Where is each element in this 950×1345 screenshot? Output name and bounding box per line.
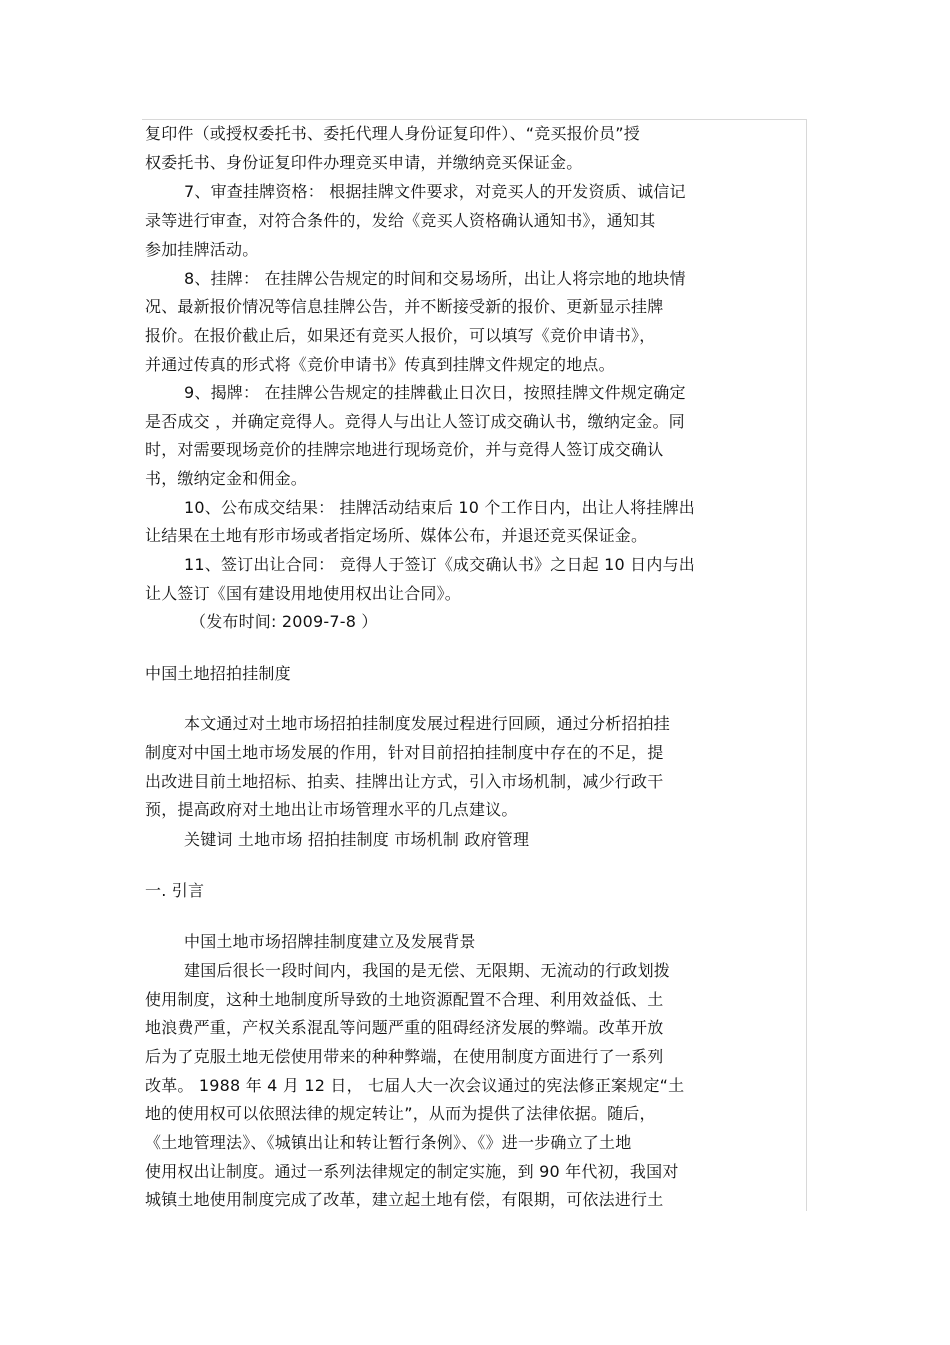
abstract-line: 制度对中国土地市场发展的作用，针对目前招拍挂制度中存在的不足，提 — [145, 743, 664, 762]
heading-introduction: 一. 引言 — [145, 881, 205, 900]
text-line: 并通过传真的形式将《竞价申请书》传真到挂牌文件规定的地点。 — [145, 355, 615, 374]
text-line: 地的使用权可以依照法律的规定转让”，从而为提供了法律依据。随后， — [145, 1104, 656, 1123]
text-line: 参加挂牌活动。 — [145, 240, 259, 259]
publish-date: （发布时间: 2009-7-8 ） — [190, 612, 378, 631]
text-line: 使用权出让制度。通过一系列法律规定的制定实施，到 90 年代初，我国对 — [145, 1162, 679, 1181]
text-line: 后为了克服土地无偿使用带来的种种弊端，在使用制度方面进行了一系列 — [145, 1047, 664, 1066]
text-line: 11、签订出让合同： 竞得人于签订《成交确认书》之日起 10 日内与出 — [184, 555, 695, 574]
subheading: 中国土地市场招牌挂制度建立及发展背景 — [184, 932, 476, 951]
abstract-line: 本文通过对土地市场招拍挂制度发展过程进行回顾，通过分析招拍挂 — [184, 714, 671, 733]
text-line: 报价。在报价截止后，如果还有竞买人报价，可以填写《竞价申请书》， — [145, 326, 656, 345]
text-line: 让结果在土地有形市场或者指定场所、媒体公布，并退还竞买保证金。 — [145, 526, 648, 545]
text-line: 复印件（或授权委托书、委托代理人身份证复印件）、“竞买报价员”授 — [145, 124, 640, 143]
text-line: 书，缴纳定金和佣金。 — [145, 469, 308, 488]
text-line: 8、挂牌： 在挂牌公告规定的时间和交易场所，出让人将宗地的地块情 — [184, 269, 686, 288]
keywords-line: 关键词 土地市场 招拍挂制度 市场机制 政府管理 — [184, 830, 530, 849]
text-line: 9、揭牌： 在挂牌公告规定的挂牌截止日次日，按照挂牌文件规定确定 — [184, 383, 686, 402]
text-line: 使用制度，这种土地制度所导致的土地资源配置不合理、利用效益低、土 — [145, 990, 664, 1009]
abstract-line: 预，提高政府对土地出让市场管理水平的几点建议。 — [145, 800, 518, 819]
text-line: 《土地管理法》、《城镇出让和转让暂行条例》、《》进一步确立了土地 — [145, 1133, 632, 1152]
text-line: 10、公布成交结果： 挂牌活动结束后 10 个工作日内，出让人将挂牌出 — [184, 498, 695, 517]
text-line: 时，对需要现场竞价的挂牌宗地进行现场竞价，并与竞得人签订成交确认 — [145, 440, 664, 459]
text-line: 录等进行审查，对符合条件的，发给《竞买人资格确认通知书》，通知其 — [145, 211, 656, 230]
section-title: 中国土地招拍挂制度 — [145, 664, 291, 683]
page-frame-top-border — [142, 119, 806, 120]
text-line: 是否成交 ，并确定竞得人。竞得人与出让人签订成交确认书，缴纳定金。同 — [145, 412, 685, 431]
text-line: 7、审查挂牌资格： 根据挂牌文件要求，对竞买人的开发资质、诚信记 — [184, 182, 686, 201]
text-line: 让人签订《国有建设用地使用权出让合同》。 — [145, 584, 462, 603]
text-line: 权委托书、身份证复印件办理竞买申请，并缴纳竞买保证金。 — [145, 153, 583, 172]
text-line: 城镇土地使用制度完成了改革，建立起土地有偿，有限期，可依法进行土 — [145, 1190, 664, 1209]
text-line: 地浪费严重，产权关系混乱等问题严重的阻碍经济发展的弊端。改革开放 — [145, 1018, 664, 1037]
text-line: 改革。 1988 年 4 月 12 日， 七届人大一次会议通过的宪法修正案规定“土 — [145, 1076, 685, 1095]
text-line: 况、最新报价情况等信息挂牌公告，并不断接受新的报价、更新显示挂牌 — [145, 297, 664, 316]
text-line: 建国后很长一段时间内，我国的是无偿、无限期、无流动的行政划拨 — [184, 961, 671, 980]
abstract-line: 出改进目前土地招标、拍卖、挂牌出让方式，引入市场机制，减少行政干 — [145, 772, 664, 791]
page-frame-right-border — [806, 119, 807, 1211]
